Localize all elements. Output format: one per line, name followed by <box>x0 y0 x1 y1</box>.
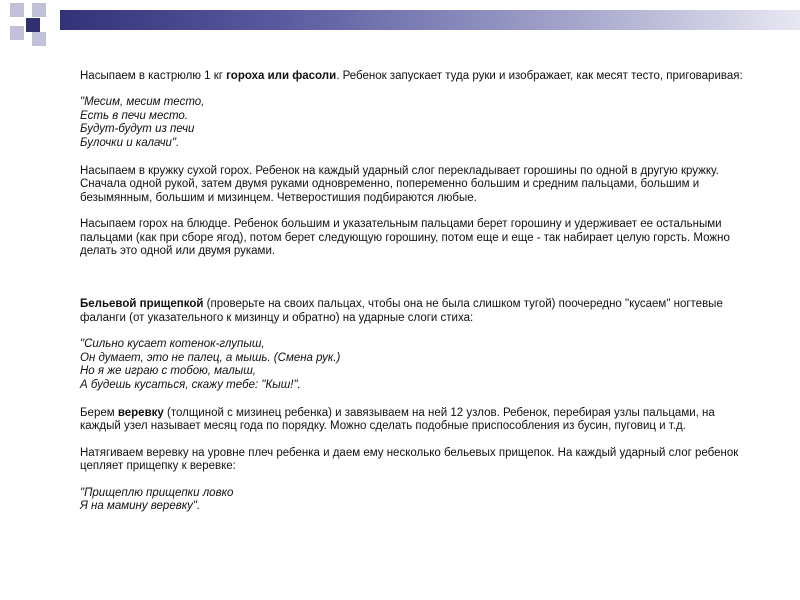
poem-line: Но я же играю с тобою, малыш, <box>80 365 256 378</box>
paragraph-peas-pot: Насыпаем в кастрюлю 1 кг гороха или фасоли. Ребенок запускает туда руки и изображает, как месят тесто, приговаривая: <box>80 70 743 82</box>
paragraph-rope-clothespins: Натягиваем веревку на уровне плеч ребенка и даем ему несколько бельевых прищепок. На каждый ударный слог ребенок цепляет прищепку к веревке: <box>80 446 739 473</box>
decor-square <box>32 3 46 17</box>
highlight-peas-beans: гороха или фасоли <box>226 70 337 82</box>
decor-square <box>10 3 24 17</box>
header-decoration-bar <box>60 10 800 30</box>
paragraph-rope-knots: Берем веревку (толщиной с мизинец ребенка) и завязываем на ней 12 узлов. Ребенок, перебирая узлы пальцами, на каждый узел называет месяц года по порядку. Можно сделать подобные приспособления из бусин, пуговиц и т.д. <box>80 406 715 433</box>
decor-square <box>10 26 24 40</box>
poem-line: Есть в печи место. <box>80 109 189 122</box>
poem-line: А будешь кусаться, скажу тебе: "Кыш!". <box>80 378 301 391</box>
decor-square <box>32 32 46 46</box>
poem-dough <box>80 96 748 150</box>
decor-square <box>26 18 40 32</box>
poem-line: "Сильно кусает котенок-глупыш, <box>80 338 265 351</box>
poem-line: Я на мамину веревку". <box>80 499 201 512</box>
paragraph-peas-cup: Насыпаем в кружку сухой горох. Ребенок на каждый ударный слог перекладывает горошины по одной в другую кружку. Сначала одной рукой, затем двумя руками одновременно, попеременно большим и средним пальцами, большим и безымянным, большим и мизинцем. Четверостишия подбираются любые. <box>80 165 719 204</box>
highlight-clothespin: Бельевой прищепкой <box>80 298 204 311</box>
highlight-rope: веревку <box>117 406 164 419</box>
poem-kitten <box>80 338 748 392</box>
poem-line: Он думает, это не палец, а мышь. (Смена рук.) <box>80 351 341 364</box>
poem-line: Булочки и калачи". <box>80 136 180 149</box>
slide-content <box>80 70 748 513</box>
poem-line: "Прищеплю прищепки ловко <box>80 486 234 499</box>
paragraph-clothespin: Бельевой прищепкой (проверьте на своих пальцах, чтобы она не была слишком тугой) поочередно "кусаем" ногтевые фаланги (от указательного к мизинцу и обратно) на ударные слоги стиха: <box>80 298 723 324</box>
poem-line: "Месим, месим тесто, <box>80 96 205 109</box>
paragraph-peas-saucer: Насыпаем горох на блюдце. Ребенок большим и указательным пальцами берет горошину и удерживает ее остальными пальцами (как при сборе ягод), потом берет следующую горошину, потом еще и еще - так набирает целую горсть. Можно делать это одной или двумя руками. <box>80 218 730 258</box>
poem-clothespins <box>80 487 748 514</box>
poem-line: Будут-будут из печи <box>80 123 195 136</box>
